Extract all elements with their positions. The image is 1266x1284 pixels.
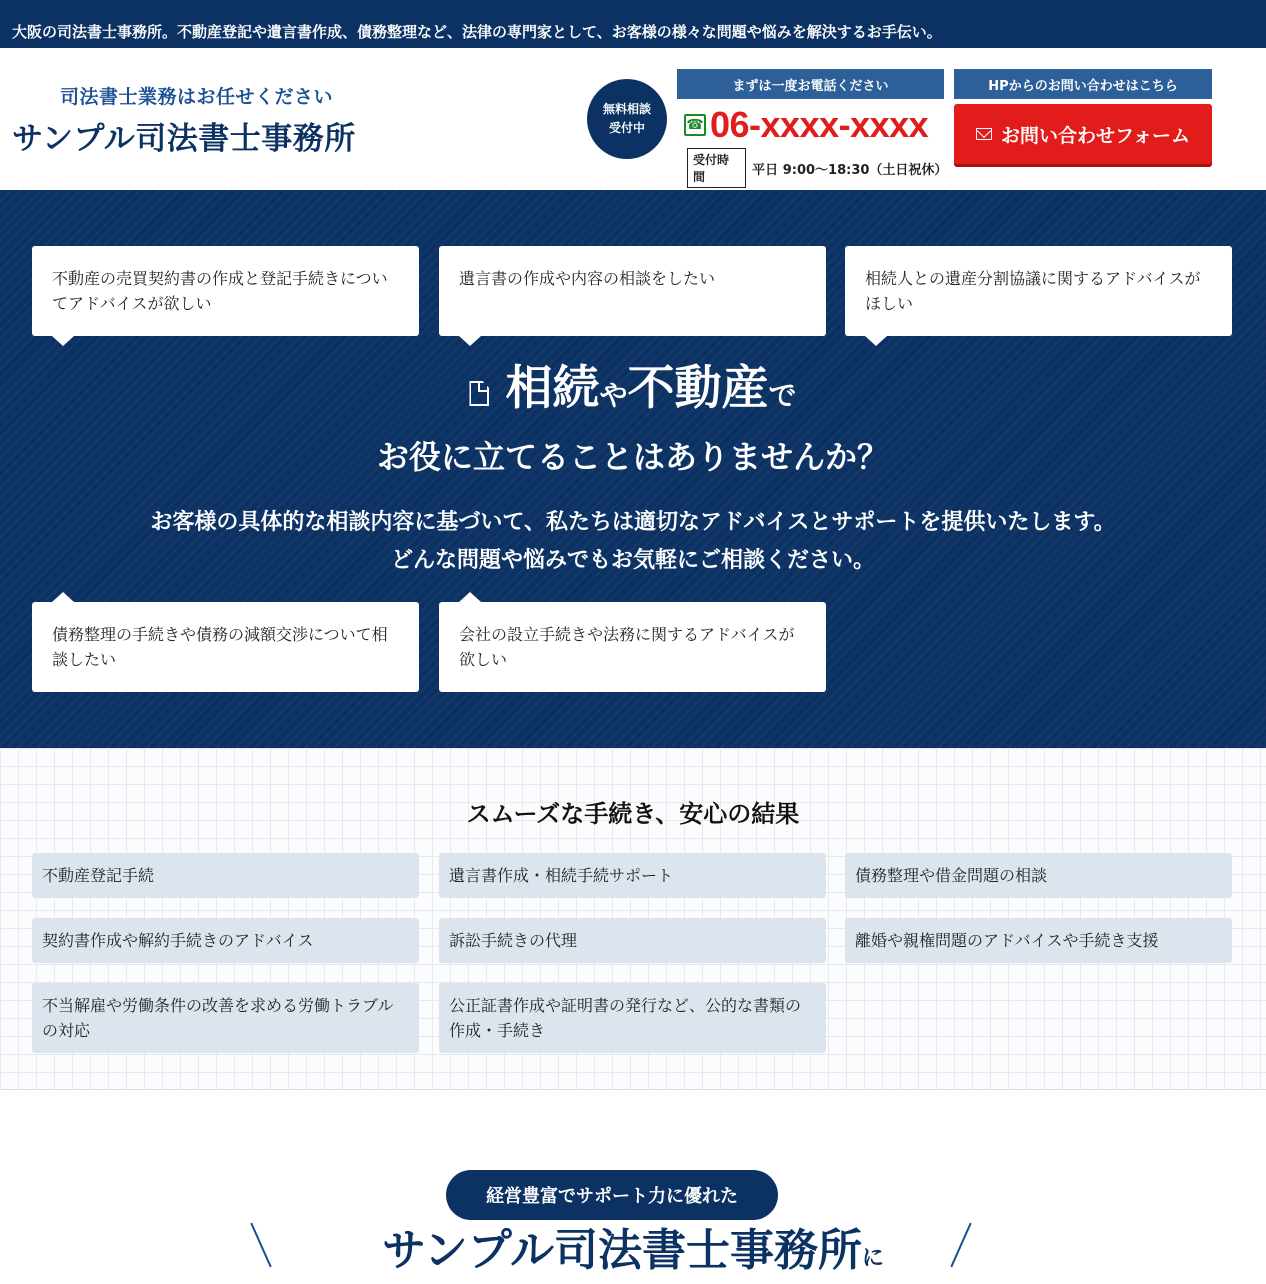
service-text: 債務整理や借金問題の相談: [855, 866, 1048, 885]
top-bar: [0, 0, 1266, 48]
contact-button-label: お問い合わせフォーム: [1000, 124, 1191, 147]
heading-de: で: [768, 379, 797, 412]
hero-desc-line1: お客様の具体的な相談内容に基づいて、私たちは適切なアドバイスとサポートを提供いたします。: [150, 510, 1116, 535]
hero-heading-line2: お役に立てることはありませんか？: [376, 438, 889, 476]
consultation-bubble: [439, 602, 826, 692]
business-hours: [677, 148, 948, 188]
hours-tag: 受付時間: [687, 148, 746, 188]
service-text: 公正証書作成や証明書の発行など、公的な書類の作成・手続き: [449, 996, 802, 1040]
service-item: [439, 853, 826, 898]
contact-form-button[interactable]: [954, 104, 1212, 164]
heading-ya: や: [599, 379, 628, 412]
service-item: [439, 983, 826, 1053]
consultation-bubble: [32, 602, 419, 692]
tel-number: 06-xxxx-xxxx: [710, 104, 929, 145]
contact-label: HPからのお問い合わせはこちら: [954, 69, 1212, 99]
lower-title-suffix: に: [862, 1246, 885, 1271]
contact-block: [954, 69, 1212, 164]
hero-desc-line2: どんな問題や悩みでもお気軽にご相談ください。: [390, 548, 875, 573]
services-title: スムーズな手続き、安心の結果: [466, 800, 800, 828]
service-item: [32, 853, 419, 898]
service-item: [845, 918, 1232, 963]
lower-title: [0, 1226, 1266, 1284]
lower-title-text: サンプル司法書士事務所: [381, 1225, 863, 1276]
tel-label: まずは一度お電話ください: [677, 69, 944, 99]
brand-logo[interactable]: [12, 82, 356, 158]
hero-heading: [0, 360, 1266, 478]
top-bar-text: 大阪の司法書士事務所。不動産登記や遺言書作成、債務整理など、法律の専門家として、お客様の様々な問題や悩みを解決するお手伝い。: [12, 22, 942, 41]
bubble-text: 不動産の売買契約書の作成と登記手続きについてアドバイスが欲しい: [52, 269, 388, 313]
bubble-text: 債務整理の手続きや債務の減額交渉について相談したい: [52, 625, 388, 669]
heading-souzoku: 相続: [505, 361, 600, 416]
bubble-text: 相続人との遺産分割協議に関するアドバイスがほしい: [865, 269, 1201, 313]
hero-heading-line1: [0, 360, 1266, 418]
document-icon: [469, 381, 489, 406]
service-text: 不当解雇や労働条件の改善を求める労働トラブルの対応: [42, 996, 394, 1040]
free-consultation-badge: [587, 79, 667, 159]
mail-icon: [976, 128, 992, 140]
header: [0, 48, 1266, 190]
free-badge-line1: 無料相談: [602, 102, 651, 117]
office-name: サンプル司法書士事務所: [12, 121, 356, 157]
services-section: [0, 748, 1266, 1090]
service-item: [845, 853, 1232, 898]
consultation-bubble: [32, 246, 419, 336]
consultation-bubble: [439, 246, 826, 336]
service-text: 不動産登記手続: [42, 866, 155, 885]
hero-section: [0, 190, 1266, 748]
phone-icon: ☎: [684, 114, 706, 136]
service-text: 離婚や親権問題のアドバイスや手続き支援: [855, 931, 1159, 950]
tel-link[interactable]: [677, 105, 944, 145]
service-item: [32, 918, 419, 963]
consultation-bubble: [845, 246, 1232, 336]
free-badge-line2: 受付中: [608, 121, 645, 135]
hours-text: 平日 9:00〜18:30（土日祝休）: [752, 162, 948, 178]
strength-pill: 経営豊富でサポート力に優れた: [446, 1170, 778, 1220]
service-item: [32, 983, 419, 1053]
bubble-text: 遺言書の作成や内容の相談をしたい: [459, 269, 716, 288]
service-item: [439, 918, 826, 963]
service-text: 訴訟手続きの代理: [449, 931, 578, 950]
hero-description: [0, 504, 1266, 580]
brand-tagline: 司法書士業務はお任せください: [60, 86, 334, 108]
service-text: 遺言書作成・相続手続サポート: [449, 866, 674, 885]
heading-fudousan: 不動産: [627, 361, 769, 416]
bubble-text: 会社の設立手続きや法務に関するアドバイスが欲しい: [459, 625, 795, 669]
tel-block: [677, 69, 948, 188]
service-text: 契約書作成や解約手続きのアドバイス: [42, 931, 314, 950]
